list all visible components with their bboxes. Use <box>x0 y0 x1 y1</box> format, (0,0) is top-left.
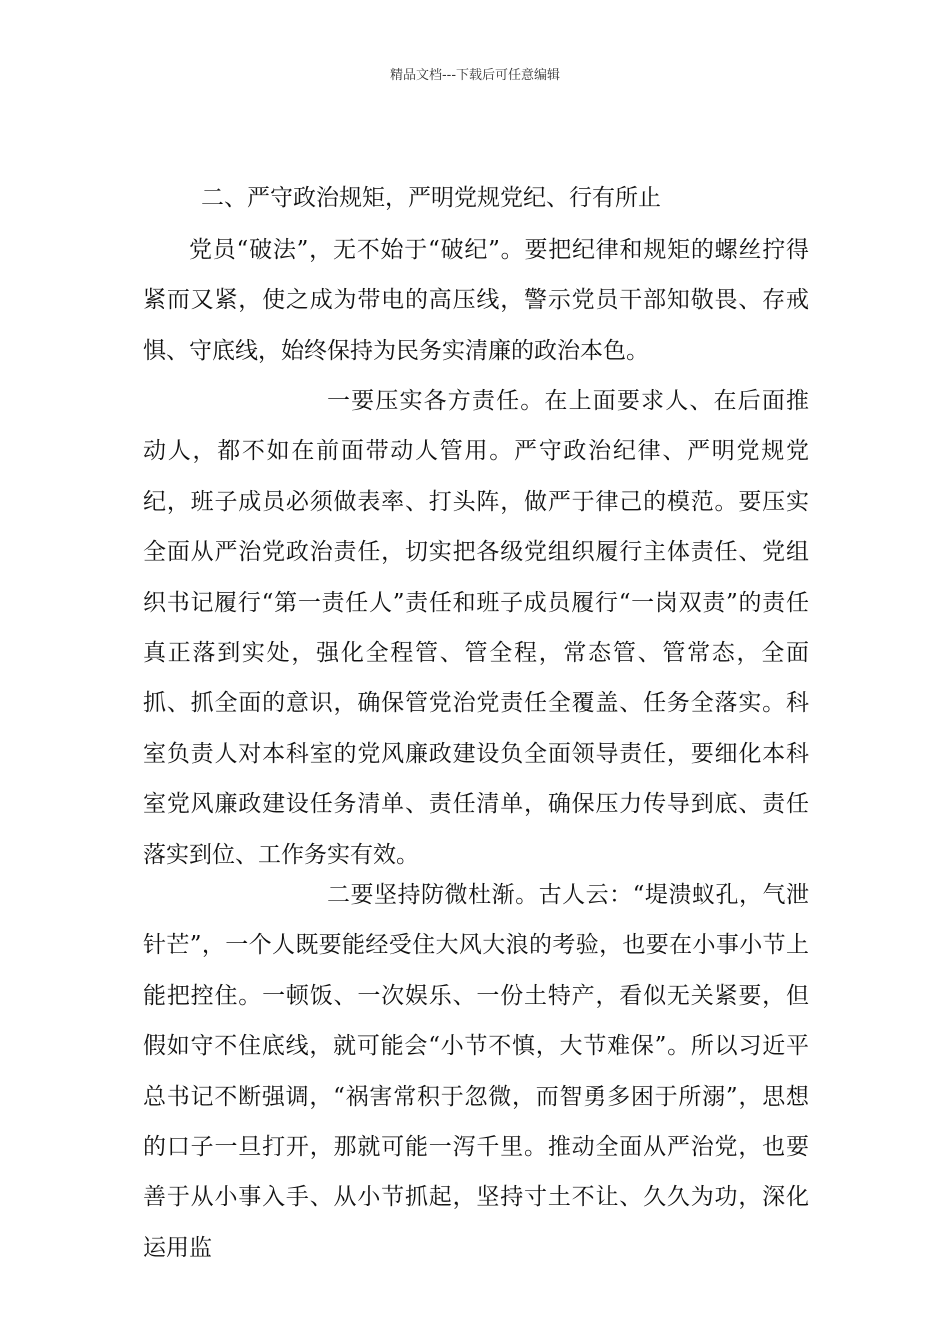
paragraph-responsibility: 一要压实各方责任。在上面要求人、在后面推动人，都不如在前面带动人管用。严守政治纪律、严明党规党纪，班子成员必须做表率、打头阵，做严于律己的模范。要压实全面从严治党政治责任，切实把各级党组织履行主体责任、党组织书记履行“第一责任人”责任和班子成员履行“一岗双责”的责任真正落到实处，强化全程管、管全程，常态管、管常态，全面抓、抓全面的意识，确保管党治党责任全覆盖、任务全落实。科室负责人对本科室的党风廉政建设负全面领导责任，要细化本科室党风廉政建设任务清单、责任清单，确保压力传导到底、责任落实到位、工作务实有效。 <box>143 388 809 868</box>
section-heading: 二、严守政治规矩，严明党规党纪、行有所止 <box>201 185 661 211</box>
paragraph-intro: 党员“破法”，无不始于“破纪”。要把纪律和规矩的螺丝拧得紧而又紧，使之成为带电的高压线，警示党员干部知敬畏、存戒惧、守底线，始终保持为民务实清廉的政治本色。 <box>143 237 809 364</box>
paragraph-prevention: 二要坚持防微杜渐。古人云：“堤溃蚁孔，气泄针芒”，一个人既要能经受住大风大浪的考验，也要在小事小节上能把控住。一顿饭、一次娱乐、一份土特产，看似无关紧要，但假如守不住底线，就可能会“小节不慎，大节难保”。所以习近平总书记不断强调，“祸害常积于忽微，而智勇多困于所溺”，思想的口子一旦打开，那就可能一泻千里。推动全面从严治党，也要善于从小事入手、从小节抓起，坚持寸土不让、久久为功，深化运用监 <box>143 882 809 1261</box>
page-header: 精品文档---下载后可任意编辑 <box>389 68 561 83</box>
